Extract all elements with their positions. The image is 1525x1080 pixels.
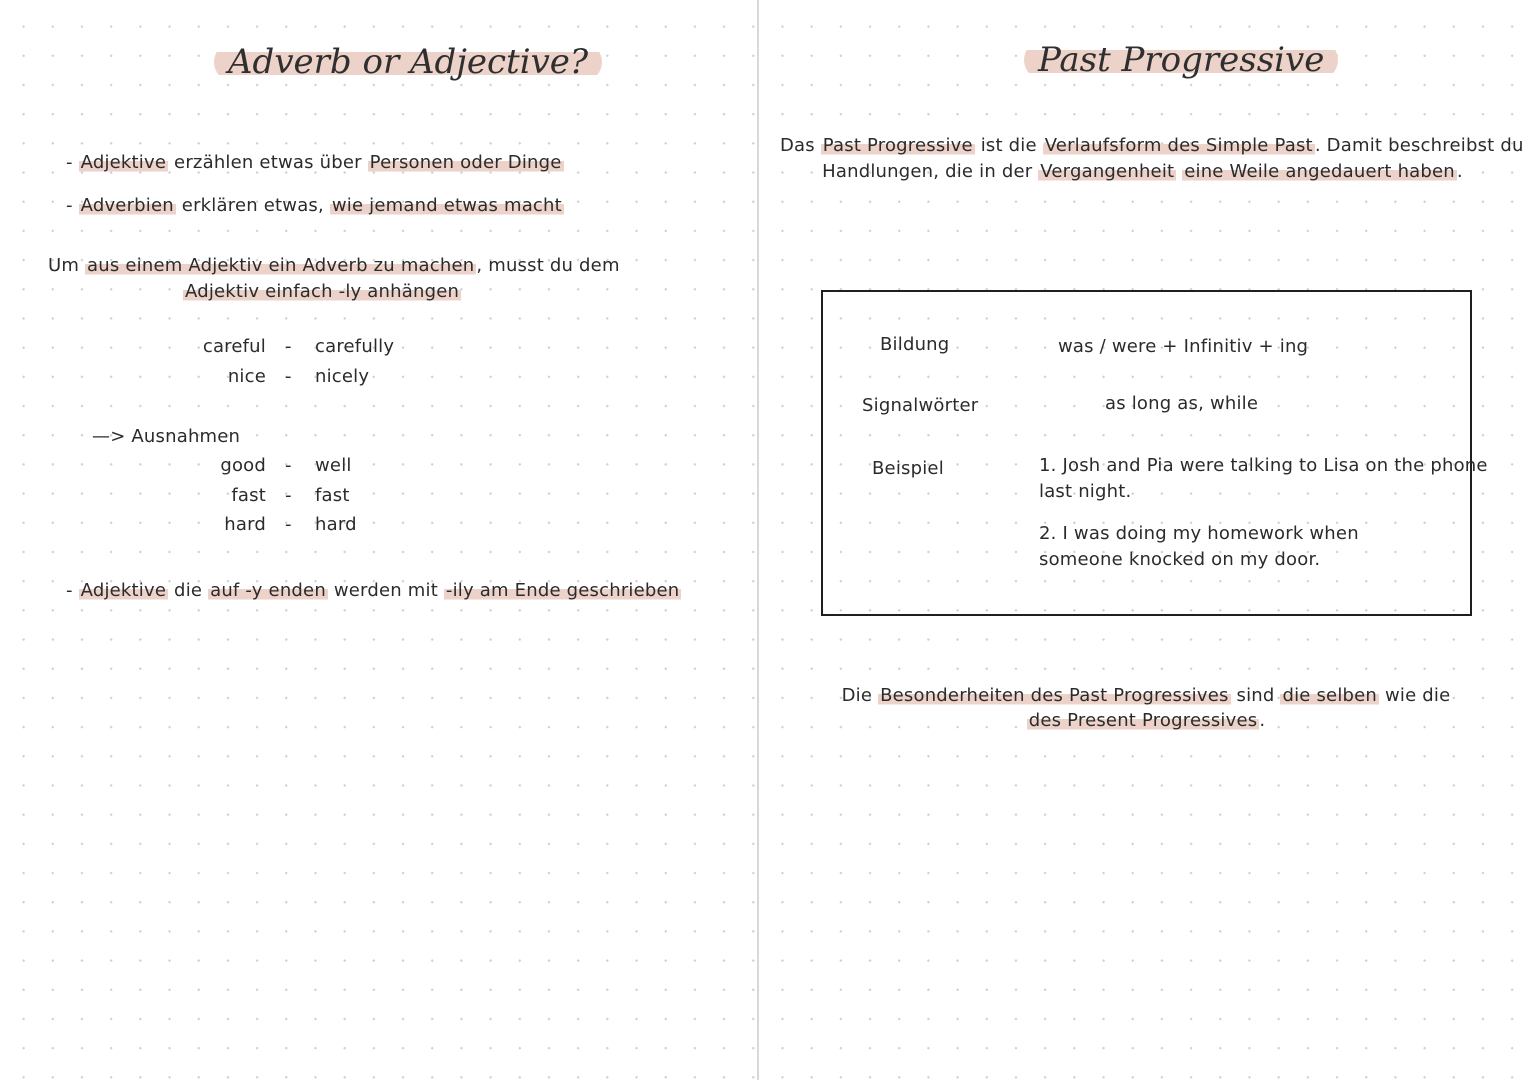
beispiel-label: Beispiel: [872, 458, 944, 479]
exception-adverb: hard: [315, 514, 357, 535]
bullet-adverbien: - Adverbien erklären etwas, wie jemand etwas macht: [66, 195, 562, 216]
example-2-line-1: 2. I was doing my homework when: [1039, 523, 1359, 544]
exception-dash: -: [285, 455, 292, 476]
exception-dash: -: [285, 485, 292, 506]
right-page-title: Past Progressive: [1024, 40, 1338, 80]
intro-line-1: Das Past Progressive ist die Verlaufsform des Simple Past . Damit beschreibst du: [780, 135, 1524, 156]
bildung-label: Bildung: [880, 334, 950, 355]
signalwoerter-label: Signalwörter: [862, 395, 979, 416]
signalwoerter-value: as long as, while: [1105, 393, 1259, 414]
right-page: [760, 0, 1525, 1080]
rule-line-2: Adjektiv einfach -ly anhängen: [185, 281, 460, 302]
bullet-y-ending: - Adjektive die auf -y enden werden mit -ily am Ende geschrieben: [66, 580, 680, 601]
exception-adjective: hard: [224, 514, 266, 535]
intro-line-2: Handlungen, die in der Vergangenheit eine Weile angedauert haben .: [822, 161, 1463, 182]
exception-adverb: fast: [315, 485, 350, 506]
pair-dash: -: [285, 336, 292, 357]
pair-adjective: careful: [202, 336, 266, 357]
left-page: [0, 0, 758, 1080]
grammar-table: [821, 290, 1488, 616]
pair-adjective: nice: [227, 366, 266, 387]
outro-line-2: des Present Progressives .: [1028, 710, 1266, 731]
exception-adjective: fast: [231, 485, 266, 506]
exceptions-label: —> Ausnahmen: [92, 426, 241, 447]
example-1-line-2: last night.: [1039, 481, 1132, 502]
exception-adverb: well: [315, 455, 352, 476]
exception-adjective: good: [220, 455, 266, 476]
example-2-line-2: someone knocked on my door.: [1039, 549, 1321, 570]
exception-dash: -: [285, 514, 292, 535]
example-1-line-1: 1. Josh and Pia were talking to Lisa on the phone: [1039, 455, 1488, 476]
outro-line-1: Die Besonderheiten des Past Progressives sind die selben wie die: [841, 685, 1451, 706]
bildung-value: was / were + Infinitiv + ing: [1058, 336, 1309, 357]
pair-adverb: carefully: [315, 336, 395, 357]
pair-dash: -: [285, 366, 292, 387]
bullet-adjektive: - Adjektive erzählen etwas über Personen oder Dinge: [66, 152, 562, 173]
rule-line-1: Um aus einem Adjektiv ein Adverb zu machen , musst du dem: [48, 255, 620, 276]
pair-adverb: nicely: [315, 366, 370, 387]
left-page-title: Adverb or Adjective?: [214, 42, 602, 82]
